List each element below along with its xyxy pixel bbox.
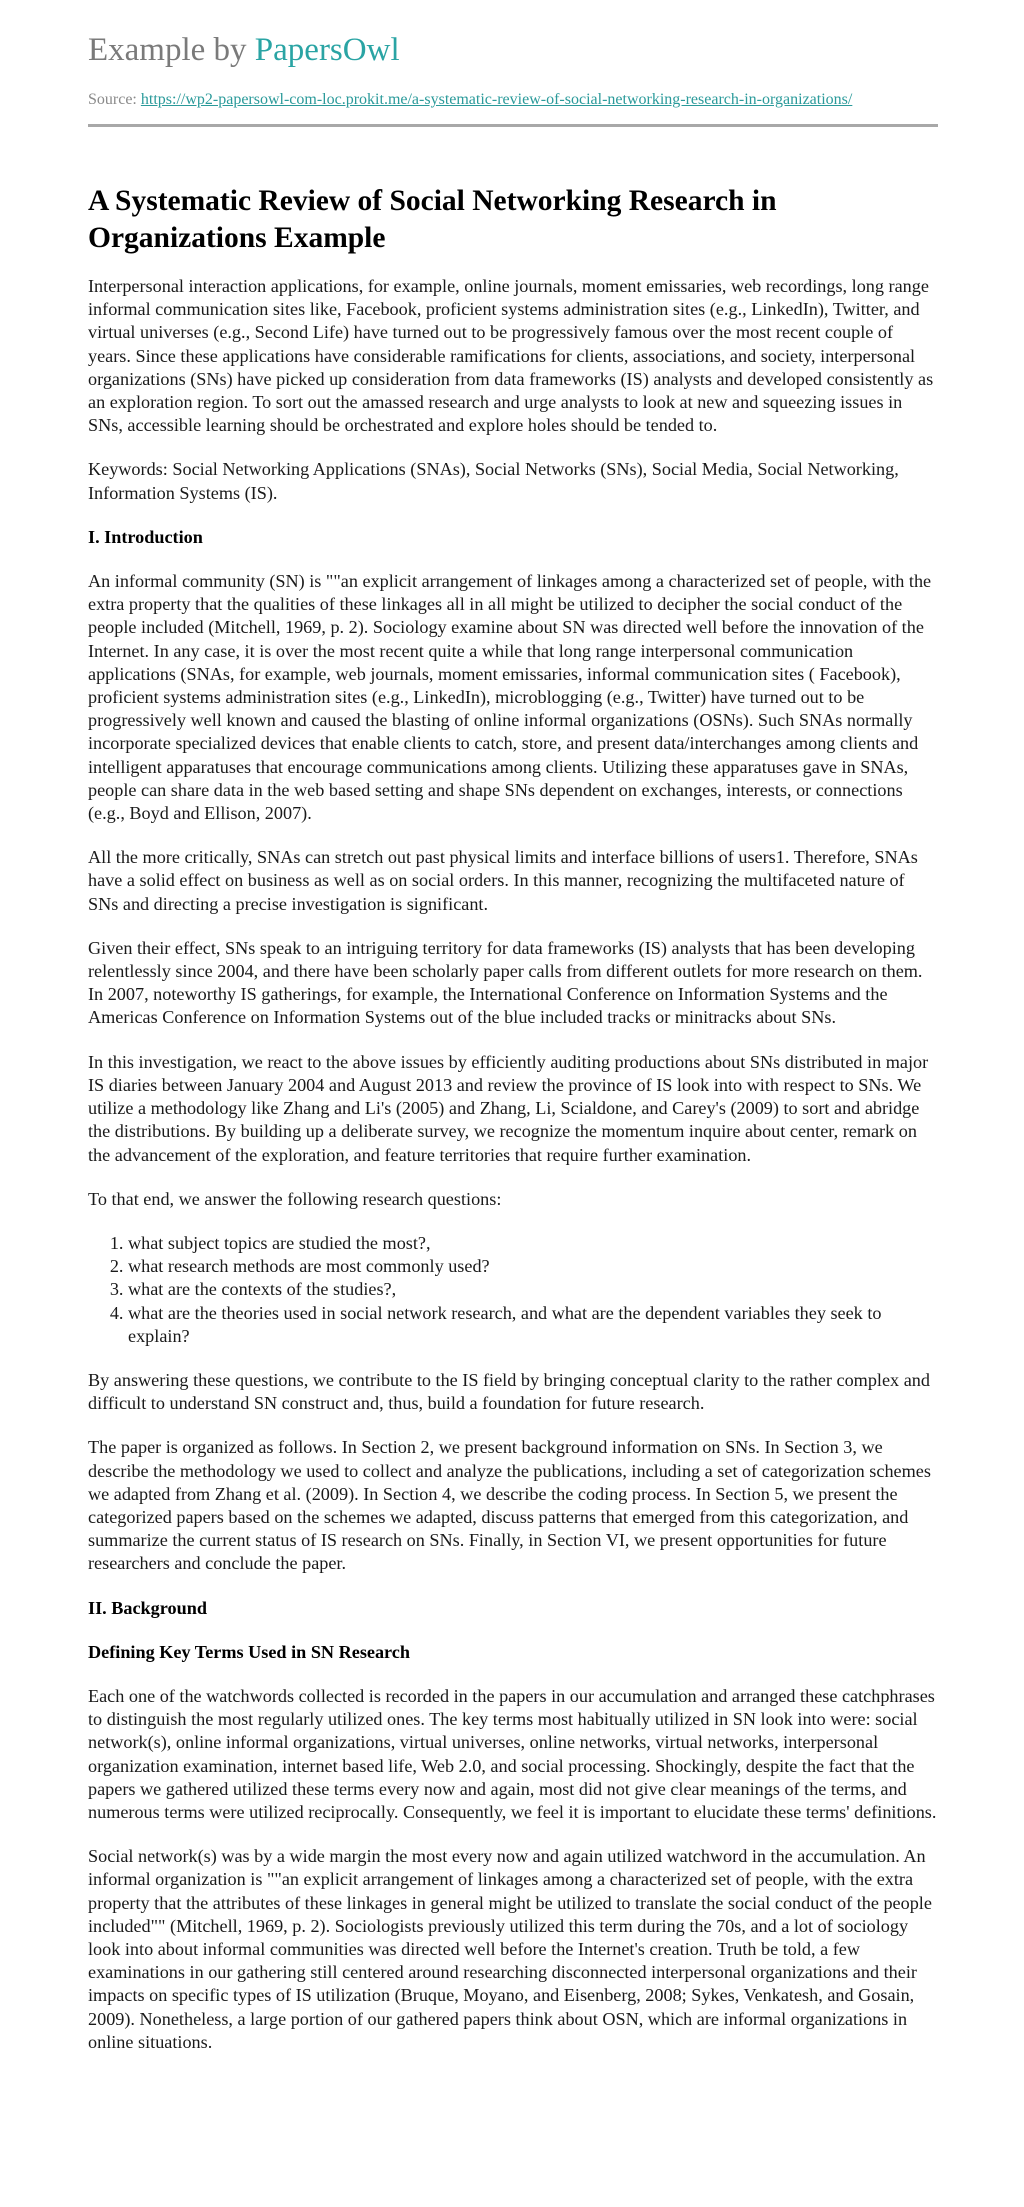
background-paragraph-1: Each one of the watchwords collected is recorded in the papers in our accumulation and arranged these catchphrases to distinguish the most regularly utilized ones. The key terms most habitually utilized in SN look into were: social network(s), online informal organizations, virtual universes, online networks, virtual networks, interpersonal organization examination, internet based life, Web 2.0, and social processing. Shockingly, despite the fact that the papers we gathered utilized these terms every now and again, most did not give clear meanings of the terms, and numerous terms were utilized reciprocally. Consequently, we feel it is important to elucidate these terms' definitions. (88, 1685, 937, 1822)
article-title: A Systematic Review of Social Networking Research in Organizations Example (88, 185, 777, 254)
brand-prefix: Example by (88, 32, 255, 68)
background-heading: II. Background (88, 1597, 207, 1618)
brand-name[interactable]: PapersOwl (254, 32, 400, 68)
keywords-paragraph: Keywords: Social Networking Applications (SNAs), Social Networks (SNs), Social Media, Social Networking, Information Systems (IS). (88, 459, 899, 503)
intro-paragraph-2: All the more critically, SNAs can stretch out past physical limits and interface billions of users1. Therefore, SNAs have a solid effect on business as well as on social orders. In this manner, recognizing the multifaceted nature of SNs and directing a precise investigation is significant. (88, 847, 918, 914)
source-line (88, 90, 938, 110)
brand-header (88, 26, 938, 74)
background-paragraph-2: Social network(s) was by a wide margin the most every now and again utilized watchword in the accumulation. An informal organization is ""an explicit arrangement of linkages among a characterized set of people, with the extra property that the attributes of these linkages in general might be utilized to translate the social conduct of the people included"" (Mitchell, 1969, p. 2). Sociologists previously utilized this term during the 70s, and a lot of sociology look into about informal communities was directed well before the Internet's creation. Truth be told, a few examinations in our gathering still centered around researching disconnected interpersonal organizations and their impacts on specific types of IS utilization (Bruque, Moyano, and Eisenberg, 2008; Sykes, Venkatesh, and Gosain, 2009). Nonetheless, a large portion of our gathered papers think about OSN, which are informal organizations in online situations. (88, 1846, 932, 2052)
intro-paragraph-5: By answering these questions, we contribute to the IS field by bringing conceptual clarity to the rather complex and difficult to understand SN construct and, thus, build a foundation for future research. (88, 1369, 930, 1414)
intro-paragraph-3: Given their effect, SNs speak to an intriguing territory for data frameworks (IS) analysts that has been developing relentlessly since 2004, and there have been scholarly paper calls from different outlets for more research on them. In 2007, noteworthy IS gatherings, for example, the International Conference on Information Systems and the Americas Conference on Information Systems out of the blue included tracks or minitracks about SNs. (88, 937, 923, 1028)
source-link[interactable]: https://wp2-papersowl-com-loc.prokit.me/a-systematic-review-of-social-networking-research-in-organizations/ (140, 91, 853, 108)
list-item: 1. what subject topics are studied the most?, (128, 1232, 938, 1255)
intro-paragraph-6: The paper is organized as follows. In Section 2, we present background information on SNs. In Section 3, we describe the methodology we used to collect and analyze the publications, including a set of categorization schemes we adapted from Zhang et al. (2009). In Section 4, we describe the coding process. In Section 5, we present the categorized papers based on the schemes we adapted, discuss patterns that emerged from this categorization, and summarize the current status of IS research on SNs. Finally, in Section VI, we present opportunities for future researchers and conclude the paper. (88, 1437, 931, 1574)
intro-paragraph-1: An informal community (SN) is ""an explicit arrangement of linkages among a characterized set of people, with the extra property that the qualities of these linkages all in all might be utilized to decipher the social conduct of the people included (Mitchell, 1969, p. 2). Sociology examine about SN was directed well before the innovation of the Internet. In any case, it is over the most recent quite a while that long range interpersonal communication applications (SNAs, for example, web journals, moment emissaries, informal communication sites ( Facebook), proficient systems administration sites (e.g., LinkedIn), microblogging (e.g., Twitter) have turned out to be progressively well known and caused the blasting of online informal organizations (OSNs). Such SNAs normally incorporate specialized devices that enable clients to catch, store, and present data/interchanges among clients and intelligent apparatuses that encourage communications among clients. Utilizing these apparatuses gave in SNAs, people can share data in the web based setting and shape SNs dependent on exchanges, interests, or connections (e.g., Boyd and Ellison, 2007). (88, 571, 932, 824)
introduction-heading: I. Introduction (88, 526, 203, 547)
list-item: 3. what are the contexts of the studies?, (128, 1278, 938, 1301)
list-item: 4. what are the theories used in social network research, and what are the dependent variables they seek to explain? (128, 1302, 938, 1348)
key-terms-heading: Defining Key Terms Used in SN Research (88, 1641, 410, 1662)
document-page (88, 26, 938, 2075)
source-label: Source: (88, 91, 141, 108)
list-item: 2. what research methods are most commonly used? (128, 1255, 938, 1278)
intro-paragraph-4: In this investigation, we react to the above issues by efficiently auditing productions about SNs distributed in major IS diaries between January 2004 and August 2013 and review the province of IS look into with respect to SNs. We utilize a methodology like Zhang and Li's (2005) and Zhang, Li, Scialdone, and Carey's (2009) to sort and abridge the distributions. By building up a deliberate survey, we recognize the momentum inquire about center, remark on the advancement of the exploration, and feature territories that require further examination. (88, 1051, 929, 1165)
header-divider (88, 124, 938, 127)
research-questions-list (88, 1232, 938, 1348)
questions-intro: To that end, we answer the following research questions: (88, 1188, 502, 1209)
abstract-paragraph: Interpersonal interaction applications, for example, online journals, moment emissaries, web recordings, long range informal communication sites like, Facebook, proficient systems administration sites (e.g., LinkedIn), Twitter, and virtual universes (e.g., Second Life) have turned out to be progressively famous over the most recent couple of years. Since these applications have considerable ramifications for clients, associations, and society, interpersonal organizations (SNs) have picked up consideration from data frameworks (IS) analysts and developed consistently as an exploration region. To sort out the amassed research and urge analysts to look at new and squeezing issues in SNs, accessible learning should be orchestrated and explore holes should be tended to. (88, 276, 934, 436)
